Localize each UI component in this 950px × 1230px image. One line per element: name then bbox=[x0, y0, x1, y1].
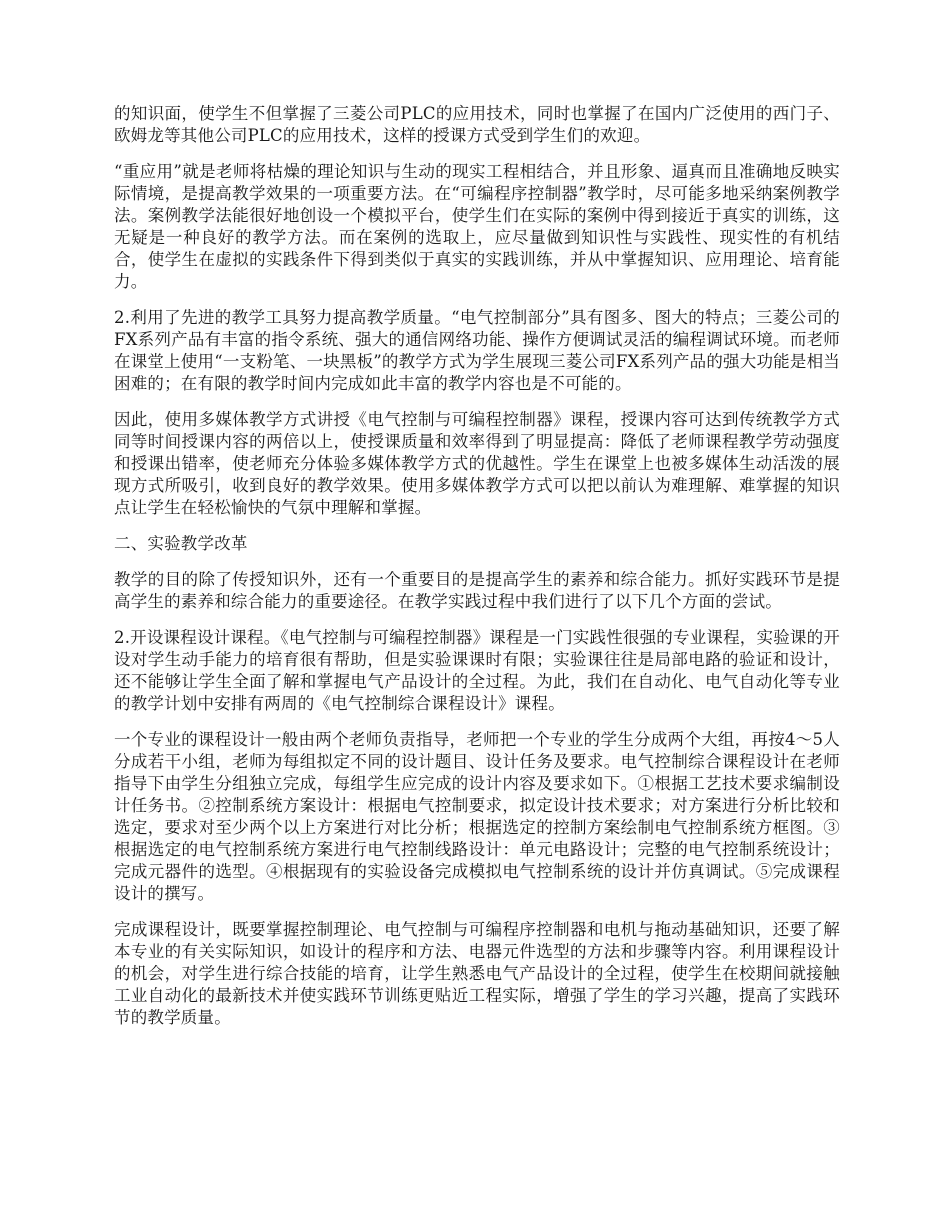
paragraph-6: 2.开设课程设计课程。《电气控制与可编程控制器》课程是一门实践性很强的专业课程，实验课的开设对学生动手能力的培育很有帮助，但是实验课课时有限；实验课往往是局部电路的验证和设计，还不能够让学生全面了解和掌握电气产品设计的全过程。为此，我们在自动化、电气自动化等专业的教学计划中安排有两周的《电气控制综合课程设计》课程。 bbox=[114, 628, 840, 713]
section-heading: 二、实验教学改革 bbox=[114, 534, 248, 553]
paragraph-8: 完成课程设计，既要掌握控制理论、电气控制与可编程序控制器和电机与拖动基础知识，还要了解本专业的有关实际知识，如设计的程序和方法、电器元件选型的方法和步骤等内容。利用课程设计的机会，对学生进行综合技能的培育，让学生熟悉电气产品设计的全过程，使学生在校期间就接触工业自动化的最新技术并使实践环节训练更贴近工程实际，增强了学生的学习兴趣，提高了实践环节的教学质量。 bbox=[114, 920, 840, 1027]
paragraph-7: 一个专业的课程设计一般由两个老师负责指导，老师把一个专业的学生分成两个大组，再按4～5人分成若干小组，老师为每组拟定不同的设计题目、设计任务及要求。电气控制综合课程设计在老师指导下由学生分组独立完成，每组学生应完成的设计内容及要求如下。①根据工艺技术要求编制设计任务书。②控制系统方案设计：根据电气控制要求，拟定设计技术要求；对方案进行分析比较和选定，要求对至少两个以上方案进行对比分析；根据选定的控制方案绘制电气控制系统方框图。③根据选定的电气控制系统方案进行电气控制线路设计：单元电路设计；完整的电气控制系统设计；完成元器件的选型。④根据现有的实验设备完成模拟电气控制系统的设计并仿真调试。⑤完成课程设计的撰写。 bbox=[114, 730, 840, 903]
document-body bbox=[114, 103, 840, 1043]
paragraph-3: 2.利用了先进的教学工具努力提高教学质量。“电气控制部分”具有图多、图大的特点；三菱公司的FX系列产品有丰富的指令系统、强大的通信网络功能、操作方便调试灵活的编程调试环境。而老师在课堂上使用“一支粉笔、一块黑板”的教学方式为学生展现三菱公司FX系列产品的强大功能是相当困难的；在有限的教学时间内完成如此丰富的教学内容也是不可能的。 bbox=[114, 308, 840, 393]
paragraph-5: 教学的目的除了传授知识外，还有一个重要目的是提高学生的素养和综合能力。抓好实践环节是提高学生的素养和综合能力的重要途径。在教学实践过程中我们进行了以下几个方面的尝试。 bbox=[114, 570, 840, 611]
paragraph-1: 的知识面，使学生不但掌握了三菱公司PLC的应用技术，同时也掌握了在国内广泛使用的西门子、欧姆龙等其他公司PLC的应用技术，这样的授课方式受到学生们的欢迎。 bbox=[114, 104, 840, 145]
paragraph-4: 因此，使用多媒体教学方式讲授《电气控制与可编程控制器》课程，授课内容可达到传统教学方式同等时间授课内容的两倍以上，使授课质量和效率得到了明显提高：降低了老师课程教学劳动强度和授课出错率，使老师充分体验多媒体教学方式的优越性。学生在课堂上也被多媒体生动活泼的展现方式所吸引，收到良好的教学效果。使用多媒体教学方式可以把以前认为难理解、难掌握的知识点让学生在轻松愉快的气氛中理解和掌握。 bbox=[114, 410, 840, 517]
paragraph-2: “重应用”就是老师将枯燥的理论知识与生动的现实工程相结合，并且形象、逼真而且准确地反映实际情境，是提高教学效果的一项重要方法。在“可编程序控制器”教学时，尽可能多地采纳案例教学法。案例教学法能很好地创设一个模拟平台，使学生们在实际的案例中得到接近于真实的训练，这无疑是一种良好的教学方法。而在案例的选取上，应尽量做到知识性与实践性、现实性的有机结合，使学生在虚拟的实践条件下得到类似于真实的实践训练，并从中掌握知识、应用理论、培育能力。 bbox=[114, 162, 840, 291]
